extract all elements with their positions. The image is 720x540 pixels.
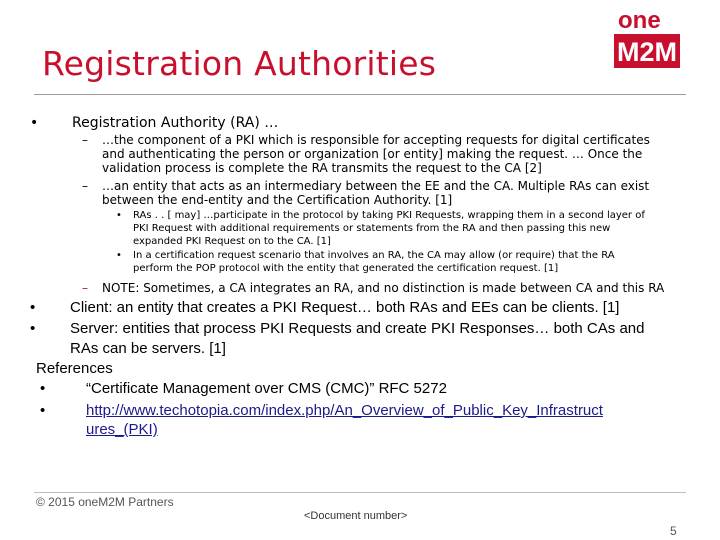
line-15: RAs can be servers. [1] <box>70 340 226 357</box>
reference-1: “Certificate Management over CMS (CMC)” RFC 5272 <box>86 380 447 397</box>
line-6: between the end-entity and the Certification Authority. [1] <box>102 193 453 207</box>
bullet-7: • <box>116 210 122 221</box>
bullet-18: • <box>40 402 46 419</box>
bullet-2: – <box>82 133 88 147</box>
line-9: expanded PKI Request on to the CA. [1] <box>133 236 331 247</box>
footer-divider <box>34 492 686 493</box>
footer-copyright: © 2015 oneM2M Partners <box>36 495 174 509</box>
reference-2-link[interactable]: http://www.techotopia.com/index.php/An_Overview_of_Public_Key_Infrastruct <box>86 402 603 419</box>
line-8: PKI Request with additional requirements or statements from the RA and then passing this new <box>133 223 611 234</box>
line-3: and authenticating the person or organization [or entity] making the request. … Once the <box>102 147 643 161</box>
logo-text-top: one <box>618 7 661 34</box>
line-13: Client: an entity that creates a PKI Request… both RAs and EEs can be clients. [1] <box>70 299 620 316</box>
bullet-12: – <box>82 281 88 295</box>
logo-text-bottom: M2M <box>617 37 677 67</box>
line-5: …an entity that acts as an intermediary between the EE and the CA. Multiple RAs can exist <box>102 179 650 193</box>
line-14: Server: entities that process PKI Requests and create PKI Responses… both CAs and <box>70 320 645 337</box>
title-divider <box>34 94 686 95</box>
bullet-13: • <box>30 299 36 316</box>
bullet-10: • <box>116 250 122 261</box>
line-4: validation process is complete the RA transmits the request to the CA [2] <box>102 161 542 175</box>
bullet-5: – <box>82 179 88 193</box>
footer-document-number: <Document number> <box>304 510 408 522</box>
line-11: perform the POP protocol with the entity that generated the certification request. [1] <box>133 263 559 274</box>
reference-2-link-continued[interactable]: ures_(PKI) <box>86 421 158 438</box>
slide-title: Registration Authorities <box>42 44 437 83</box>
line-7: RAs . . [ may] …participate in the protocol by taking PKI Requests, wrapping them in a second layer of <box>133 210 645 221</box>
bullet-17: • <box>40 380 46 397</box>
line-2: …the component of a PKI which is responsible for accepting requests for digital certificates <box>102 133 650 147</box>
line-10: In a certification request scenario that involves an RA, the CA may allow (or require) that the RA <box>133 250 615 261</box>
onem2m-logo <box>612 6 682 70</box>
bullet-1: • <box>30 115 39 131</box>
line-1: Registration Authority (RA) … <box>72 115 279 131</box>
bullet-14: • <box>30 320 36 337</box>
line-12: NOTE: Sometimes, a CA integrates an RA, and no distinction is made between CA and this RA <box>102 281 665 295</box>
footer-page-number: 5 <box>670 524 677 538</box>
references-heading: References <box>36 360 113 377</box>
